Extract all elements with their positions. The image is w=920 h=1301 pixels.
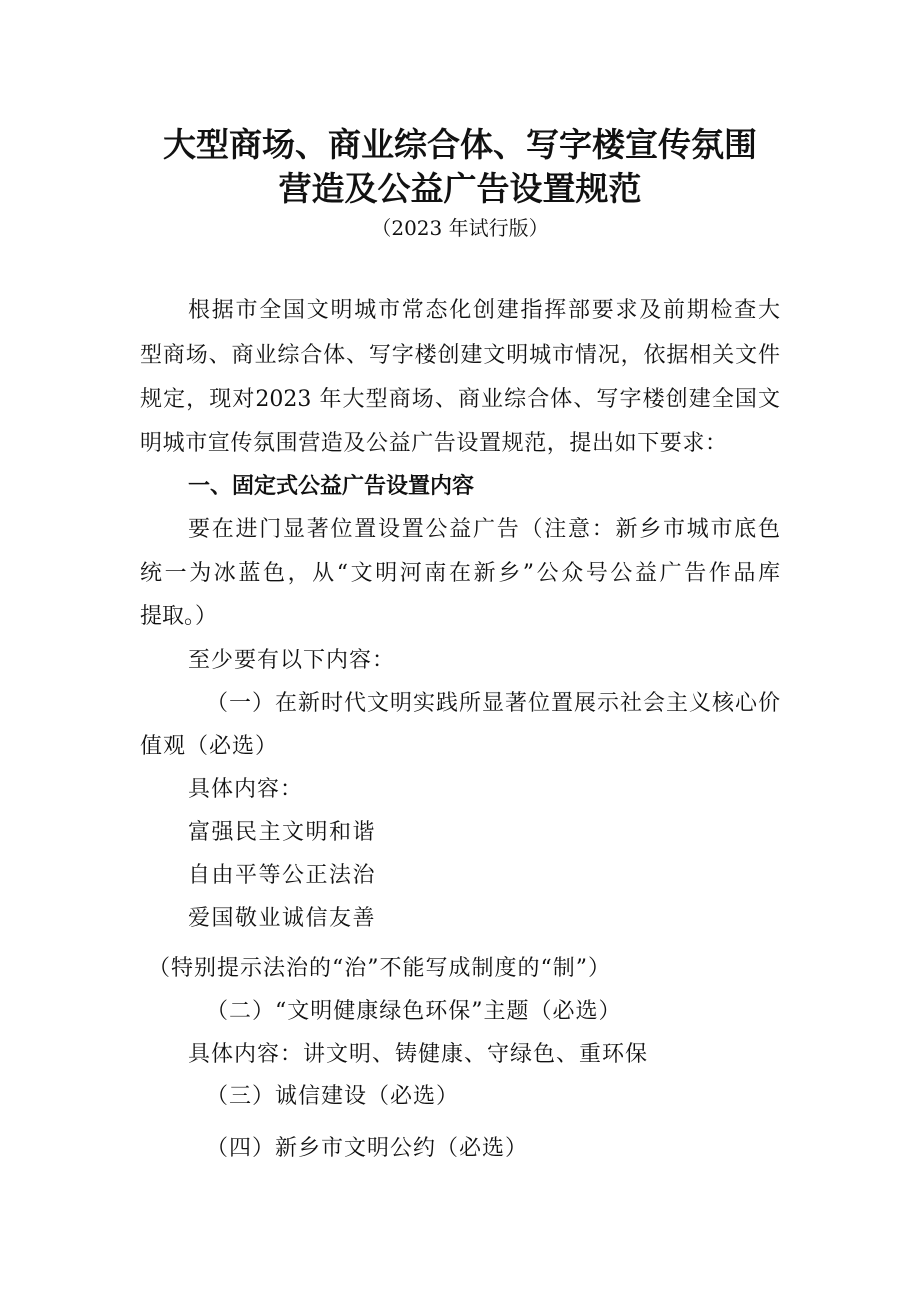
intro-line-1: 根据市全国文明城市常态化创建指挥部要求及前期检查大 bbox=[188, 298, 780, 323]
core-values-line-2: 自由平等公正法治 bbox=[188, 863, 377, 888]
section1-para-line-2: 统一为冰蓝色，从“文明河南在新乡”公众号公益广告作品库 bbox=[140, 561, 780, 586]
section-heading-1: 一、固定式公益广告设置内容 bbox=[188, 474, 475, 499]
section1-para-line-1: 要在进门显著位置设置公益广告（注意：新乡市城市底色 bbox=[188, 517, 780, 542]
item-1-line-2: 值观（必选） bbox=[140, 734, 279, 759]
core-values-line-1: 富强民主文明和谐 bbox=[188, 820, 377, 845]
item-1-line-1: （一）在新时代文明实践所显著位置展示社会主义核心价 bbox=[206, 691, 780, 716]
intro-line-2: 型商场、商业综合体、写字楼创建文明城市情况，依据相关文件 bbox=[140, 343, 780, 368]
core-values-line-3: 爱国敬业诚信友善 bbox=[188, 906, 377, 931]
item-3: （三）诚信建设（必选） bbox=[206, 1084, 460, 1109]
document-title-line-1: 大型商场、商业综合体、写字楼宣传氛围 bbox=[163, 125, 757, 164]
special-note: （特别提示法治的“治”不能写成制度的“制”） bbox=[148, 956, 611, 981]
intro-line-4: 明城市宣传氛围营造及公益广告设置规范，提出如下要求： bbox=[140, 431, 728, 456]
section1-para-line-3: 提取。） bbox=[140, 604, 218, 629]
item-1-detail-label: 具体内容： bbox=[188, 777, 304, 802]
document-title-line-2: 营造及公益广告设置规范 bbox=[278, 169, 642, 208]
item-2-detail: 具体内容：讲文明、铸健康、守绿色、重环保 bbox=[188, 1042, 649, 1067]
item-4: （四）新乡市文明公约（必选） bbox=[206, 1136, 529, 1161]
intro-line-3: 规定，现对2023 年大型商场、商业综合体、写字楼创建全国文 bbox=[140, 387, 780, 412]
document-subtitle: （2023 年试行版） bbox=[371, 216, 549, 240]
item-2: （二）“文明健康绿色环保”主题（必选） bbox=[206, 999, 622, 1024]
min-content-label: 至少要有以下内容： bbox=[188, 648, 396, 673]
